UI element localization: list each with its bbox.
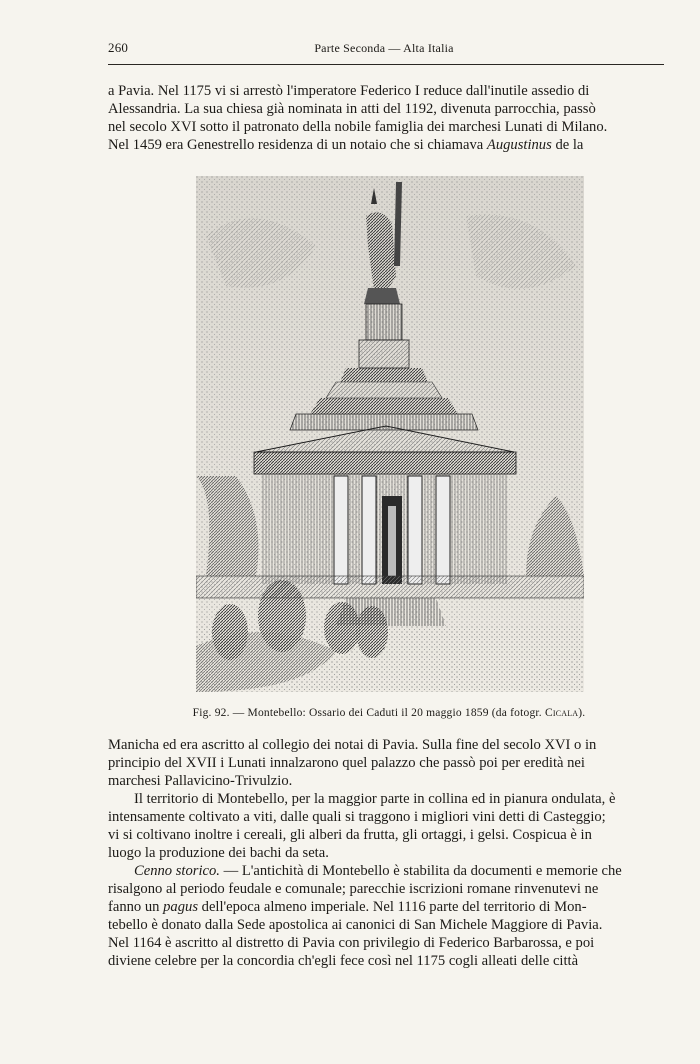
section-heading: Cenno storico. [134, 863, 220, 879]
text-line: Manicha ed era ascritto al collegio dei notai di Pavia. Sulla fine del secolo XVI o in [108, 737, 597, 753]
caption-text: Fig. 92. — Montebello: Ossario dei Caduti il 20 maggio 1859 (da fotogr. [192, 707, 542, 719]
caption-author: Cicala [544, 707, 579, 719]
text-fragment: de la [555, 137, 584, 153]
text-fragment: dell'epoca almeno imperiale. Nel 1116 parte del territorio di Mon- [198, 899, 587, 915]
text-line: nel secolo XVI sotto il patronato della nobile famiglia dei marchesi Lunati di Milano. [108, 119, 608, 135]
paragraph-top [108, 82, 670, 154]
text-fragment: Nel 1459 era Genestrello residenza di un notaio che si chiamava [108, 137, 484, 153]
italic-term: pagus [163, 899, 198, 915]
text-line [108, 862, 670, 880]
italic-name: Augustinus [486, 137, 552, 153]
paragraph-1 [108, 736, 670, 790]
monument-engraving [196, 176, 584, 692]
text-line: intensamente coltivato a viti, dalle quali si traggono i migliori vini detti di Casteggio; [108, 809, 606, 825]
text-line: luogo la produzione dei bachi da seta. [108, 845, 329, 861]
paragraph-2 [108, 790, 670, 862]
page-header [108, 40, 660, 62]
text-line: Nel 1164 è ascritto al distretto di Pavia con privilegio di Federico Barbarossa, e poi [108, 935, 595, 951]
running-title: Parte Seconda — Alta Italia [314, 41, 454, 55]
caption-end: ). [578, 707, 586, 719]
text-line: vi si coltivano inoltre i cereali, gli alberi da frutta, gli ortaggi, i gelsi. Cospicua è in [108, 827, 592, 843]
figure-caption [108, 707, 670, 719]
page-number: 260 [108, 40, 129, 55]
text-line: diviene celebre per la concordia ch'egli fece così nel 1175 cogli alleati delle città [108, 953, 579, 969]
text-line: Il territorio di Montebello, per la maggior parte in collina ed in pianura ondulata, è [134, 791, 616, 807]
header-rule [108, 64, 664, 65]
text-line: risalgono al periodo feudale e comunale; parecchie iscrizioni romane rinvenutevi ne [108, 881, 599, 897]
text-fragment: fanno un [108, 899, 164, 915]
text-line: Alessandria. La sua chiesa già nominata in atti del 1192, divenuta parrocchia, passò [108, 101, 596, 117]
text-line: marchesi Pallavicino-Trivulzio. [108, 773, 293, 789]
text-line: a Pavia. Nel 1175 vi si arrestò l'imperatore Federico I reduce dall'inutile assedio di [108, 83, 590, 99]
paragraph-3 [108, 862, 670, 970]
ossuary-illustration [196, 176, 584, 692]
text-fragment: — L'antichità di Montebello è stabilita da documenti e memorie che [219, 863, 622, 879]
text-line: principio del XVII i Lunati innalzarono quel palazzo che passò poi per eredità nei [108, 755, 585, 771]
text-line: tebello è donato dalla Sede apostolica ai canonici di San Michele Maggiore di Pavia. [108, 917, 603, 933]
text-line [108, 898, 670, 916]
text-line [108, 136, 670, 154]
